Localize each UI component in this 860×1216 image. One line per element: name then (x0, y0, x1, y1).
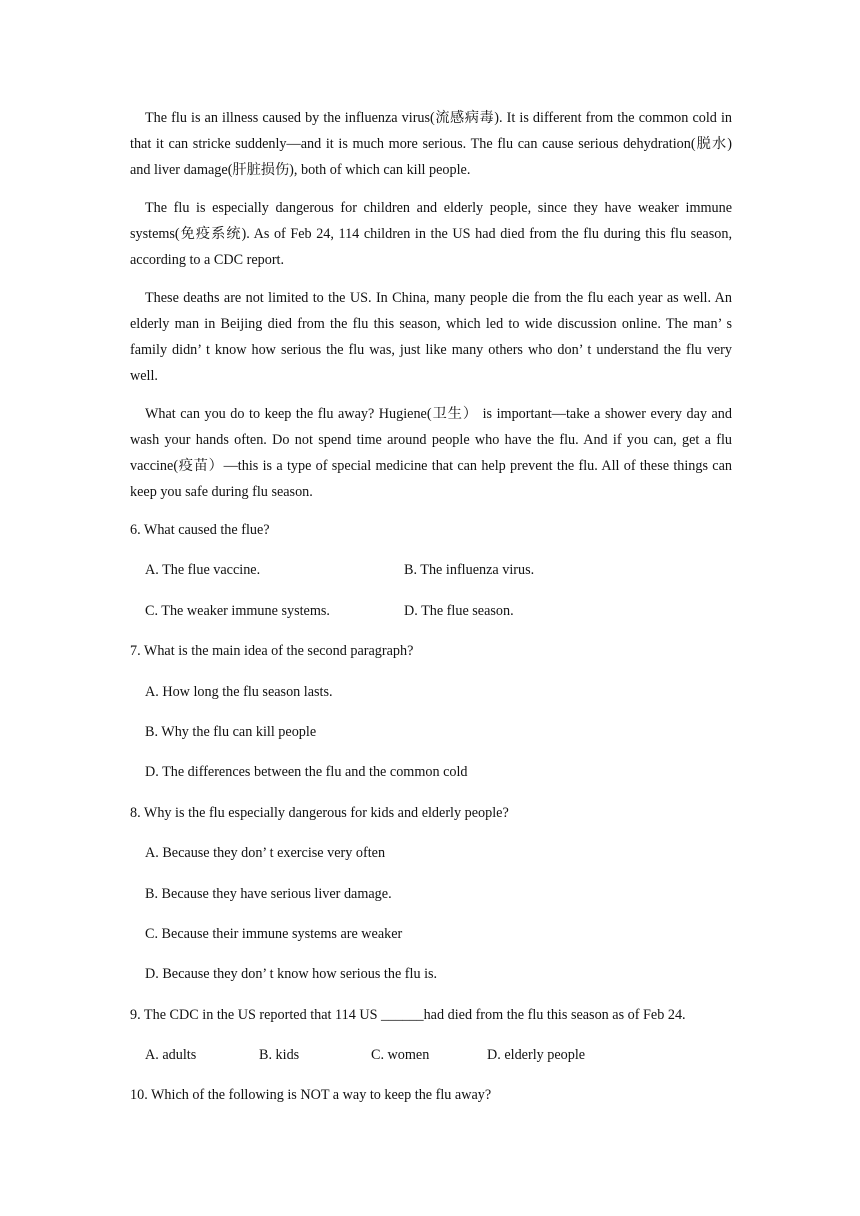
question-9 (130, 1002, 732, 1083)
question-6-options-row-2 (130, 598, 732, 638)
passage-paragraph-2: The flu is especially dangerous for children and elderly people, since they have weaker immune systems(免疫系统). As of Feb 24, 114 children in the US had died from the flu during this flu season, according to a CDC report. (130, 200, 732, 268)
question-7-option-b: B. Why the flu can kill people (145, 723, 317, 740)
question-10-stem: 10. Which of the following is NOT a way to keep the flu away? (130, 1087, 492, 1104)
question-9-options-row (130, 1042, 732, 1082)
question-7-option-a: A. How long the flu season lasts. (145, 683, 333, 700)
question-8-option-c: C. Because their immune systems are weaker (145, 925, 403, 942)
question-8 (130, 800, 732, 1002)
question-7-option-d: D. The differences between the flu and the common cold (145, 764, 468, 781)
question-9-option-b: B. kids (259, 1047, 300, 1064)
question-9-option-c: C. women (371, 1047, 430, 1064)
question-9-option-d: D. elderly people (487, 1047, 586, 1064)
question-10 (130, 1082, 732, 1122)
question-7 (130, 638, 732, 800)
question-8-option-d: D. Because they don’ t know how serious the flu is. (145, 966, 438, 983)
question-8-option-a: A. Because they don’ t exercise very often (145, 845, 386, 862)
document-content (130, 105, 732, 1123)
question-9-stem: 9. The CDC in the US reported that 114 US ______had died from the flu this season as of Feb 24. (130, 1006, 686, 1023)
passage-paragraph-3: These deaths are not limited to the US. In China, many people die from the flu each year as well. An elderly man in Beijing died from the flu this season, which led to wide discussion online. The man’ s family didn’ t know how serious the flu was, just like many others who don’ t understand the flu very well. (130, 290, 732, 384)
question-6-option-d: D. The flue season. (404, 602, 514, 619)
passage-paragraph-4: What can you do to keep the flu away? Hugiene(卫生） is important—take a shower every day and wash your hands often. Do not spend time around people who have the flu. And if you can, get a flu vaccine(疫苗）—this is a type of special medicine that can help prevent the flu. All of these things can keep you safe during flu season. (130, 406, 732, 500)
question-6-option-c: C. The weaker immune systems. (145, 602, 330, 619)
question-8-option-b: B. Because they have serious liver damage. (145, 885, 392, 902)
question-6-stem: 6. What caused the flue? (130, 522, 270, 538)
question-8-stem: 8. Why is the flu especially dangerous for kids and elderly people? (130, 804, 509, 821)
question-6 (130, 517, 732, 638)
passage-paragraph-1: The flu is an illness caused by the influenza virus(流感病毒). It is different from the common cold in that it can stricke suddenly—and it is much more serious. The flu can cause serious dehydration(脱水) and liver damage(肝脏损伤), both of which can kill people. (130, 110, 732, 178)
question-6-option-b: B. The influenza virus. (404, 562, 535, 579)
question-6-option-a: A. The flue vaccine. (145, 562, 261, 579)
question-7-stem: 7. What is the main idea of the second paragraph? (130, 643, 414, 660)
question-6-options-row-1 (130, 557, 732, 597)
question-9-option-a: A. adults (145, 1047, 197, 1064)
